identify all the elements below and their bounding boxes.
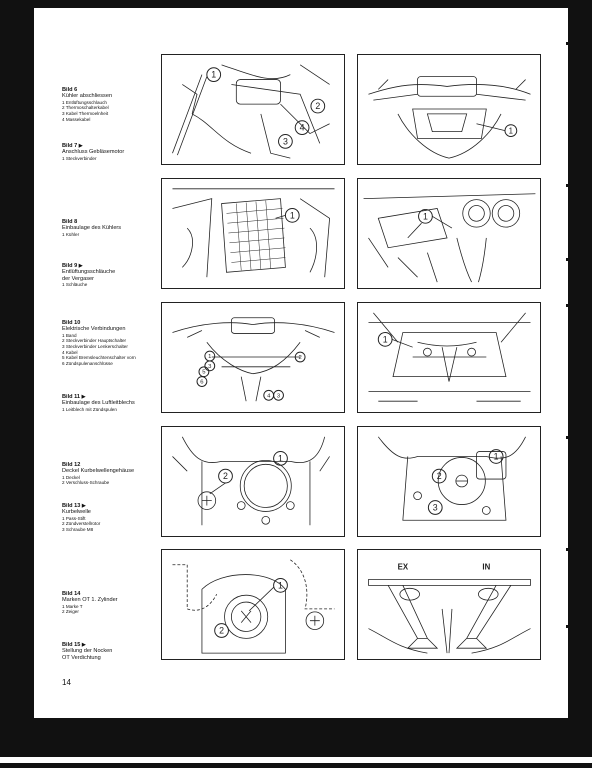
caption-subtitle: Deckel Kurbelwellengehäuse	[62, 468, 135, 475]
callout-label: 1	[208, 353, 212, 360]
binding-mark	[566, 42, 570, 45]
caption-item: 4 Massekabel	[62, 116, 91, 122]
caption-item: 5 Kabel Bremsleuchtenschalter vorn	[62, 355, 136, 361]
caption-subtitle: Kühler abschliessen	[62, 93, 113, 100]
caption-subtitle: der Vergaser	[62, 275, 95, 282]
figure-bild-10	[161, 302, 345, 413]
callout-label: 3	[276, 393, 281, 400]
scan-border-top	[0, 0, 592, 8]
binding-mark	[566, 258, 570, 261]
caption-item: 1 Marke T	[62, 603, 83, 609]
caption-item: 3 Schraube M8	[62, 527, 94, 532]
caption-item: 2 Steckverbinder Hauptschalter	[62, 338, 127, 344]
caption-title: Bild 9	[62, 263, 78, 269]
callout-label: 2	[298, 354, 302, 361]
callout-label: 4	[267, 393, 271, 400]
callout-label: 1	[211, 69, 217, 80]
caption-title: Bild 14	[62, 591, 81, 597]
caption-bild-14	[62, 591, 160, 615]
caption-bild-8	[62, 219, 160, 237]
callout-label: EX	[397, 562, 409, 572]
caption-bild-7	[62, 143, 160, 161]
caption-title: Bild 11	[62, 394, 81, 400]
caption-title: Bild 15	[62, 642, 81, 648]
binding-mark	[566, 304, 570, 307]
caption-subtitle: Anschluss Gebläsemotor	[62, 149, 125, 156]
caption-title: Bild 7	[62, 143, 78, 149]
figure-bild-9	[357, 178, 541, 289]
caption-title: Bild 12	[62, 462, 81, 468]
caption-item: 2 Verschluss-Schraube	[62, 480, 110, 486]
right-arrow-icon: ▶	[78, 143, 83, 149]
binding-mark	[566, 436, 570, 439]
caption-bild-6	[62, 87, 160, 122]
right-arrow-icon: ▶	[81, 642, 86, 648]
callout-label: 1	[422, 211, 428, 222]
callout-label: 1	[278, 453, 283, 464]
caption-bild-12	[62, 462, 160, 486]
caption-subtitle: Stellung der Nocken	[62, 648, 113, 655]
caption-item: 1 Pass-Stift	[62, 515, 86, 521]
callout-label: 2	[219, 625, 225, 636]
binding-mark	[566, 625, 570, 628]
caption-item: 6 Zündspulenanschlüsse	[62, 360, 113, 366]
caption-item: 1 Deckel	[62, 474, 80, 480]
figure-bild-14	[161, 549, 345, 660]
right-arrow-icon: ▶	[81, 394, 86, 400]
callout-label: IN	[482, 562, 491, 572]
binding-mark	[566, 184, 570, 187]
callout-label: 3	[282, 136, 288, 147]
figure-bild-15	[357, 549, 541, 660]
caption-item: 1 Band	[62, 332, 77, 338]
caption-subtitle: OT Verdichtung	[62, 654, 101, 661]
caption-item: 3 Steckverbinder Lenkerschalter	[62, 344, 128, 349]
caption-item: 4 Kabel	[62, 349, 78, 355]
caption-item: 2 Thermoschalterkabel	[62, 105, 109, 111]
caption-item: 1 Kühler	[62, 231, 80, 237]
caption-item: 1 Leitblech mit Zündspulen	[62, 406, 117, 412]
caption-item: 3 Kabel Thermoelnheit	[62, 111, 109, 116]
callout-label: 1	[508, 126, 514, 136]
caption-subtitle: Einbaulage des Luftleitblechs	[62, 400, 135, 407]
callout-label: 3	[432, 502, 438, 513]
caption-bild-15	[62, 642, 160, 661]
right-arrow-icon: ▶	[78, 263, 83, 269]
caption-title: Bild 8	[62, 219, 78, 225]
callout-label: 6	[200, 379, 204, 386]
scan-border-right	[568, 0, 592, 768]
caption-item: 1 Steckverbinder	[62, 155, 97, 161]
figure-bild-12	[161, 426, 345, 537]
figure-bild-8	[161, 178, 345, 289]
caption-bild-11	[62, 394, 160, 412]
callout-label: 2	[315, 101, 321, 112]
caption-item: 2 Zeiger	[62, 609, 79, 615]
caption-subtitle: Einbaulage des Kühlers	[62, 225, 122, 232]
caption-subtitle: Elektrische Verbindungen	[62, 326, 126, 333]
callout-label: 1	[289, 210, 295, 221]
caption-title: Bild 10	[62, 320, 81, 326]
callout-label: 4	[299, 122, 305, 133]
caption-bild-13	[62, 503, 160, 533]
caption-title: Bild 13	[62, 503, 81, 509]
callout-label: 1	[493, 451, 499, 462]
caption-item: 1 Schläuche	[62, 282, 88, 288]
figure-bild-7	[357, 54, 541, 165]
callout-label: 1	[278, 580, 283, 591]
caption-title: Bild 6	[62, 87, 78, 93]
scan-strip-bottom	[0, 757, 592, 763]
figure-bild-11	[357, 302, 541, 413]
right-arrow-icon: ▶	[81, 503, 86, 509]
scan-gap-right	[560, 8, 568, 718]
caption-bild-10	[62, 320, 160, 366]
page-number: 14	[62, 678, 71, 687]
callout-label: 2	[436, 471, 442, 482]
figure-bild-13	[357, 426, 541, 537]
callout-label: 1	[382, 334, 388, 345]
callout-label: 3	[208, 363, 212, 370]
caption-bild-9	[62, 263, 160, 288]
caption-item: 2 Zündverstellrotor	[62, 521, 101, 527]
caption-subtitle: Entlüftungsschläuche	[62, 269, 116, 276]
callout-label: 2	[223, 471, 228, 482]
caption-subtitle: Kurbelwelle	[62, 509, 91, 516]
binding-mark	[566, 548, 570, 551]
callout-label: 5	[202, 369, 206, 376]
caption-subtitle: Marken OT 1. Zylinder	[62, 597, 118, 604]
figure-bild-6	[161, 54, 345, 165]
scan-border-left	[0, 0, 34, 768]
caption-item: 1 Entlüftungsschlauch	[62, 99, 107, 105]
